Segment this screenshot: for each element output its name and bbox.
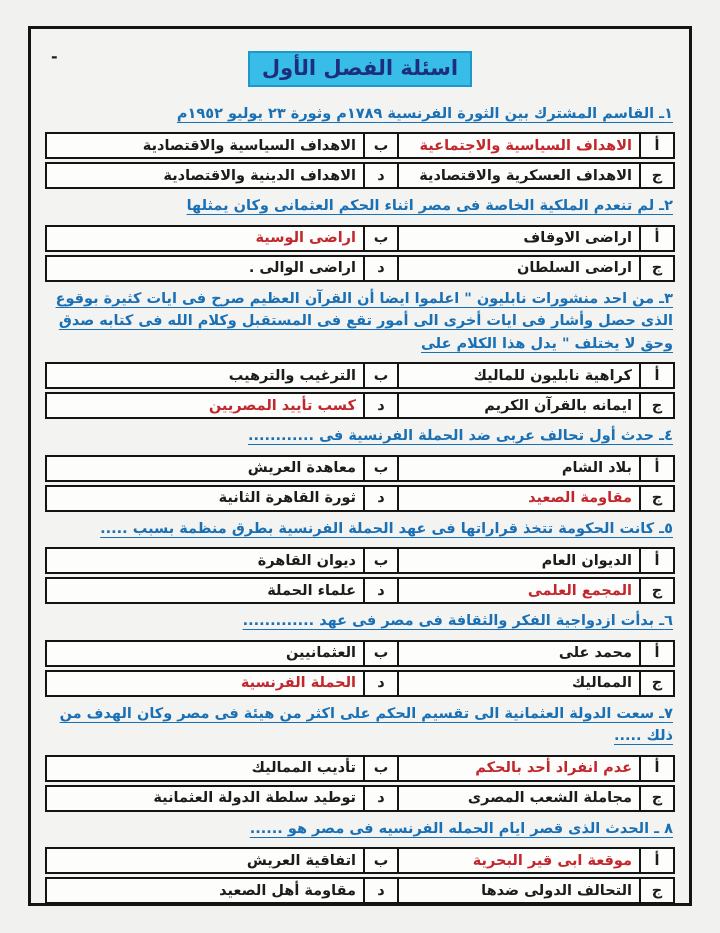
option-text: اتفاقية العريش	[246, 852, 356, 869]
options-table	[45, 847, 675, 904]
options-table	[45, 225, 675, 282]
question-text: ٨ ـ الحدث الذى قصر ايام الحمله الفرنسيه فى مصر هو ......	[249, 820, 673, 837]
option-letter: ب	[363, 457, 397, 480]
option-text: عدم انفراد أحد بالحكم	[397, 757, 639, 780]
option-text: معاهدة العريش	[247, 460, 356, 477]
option-row	[45, 485, 675, 512]
question-text: ٥ـ كانت الحكومة تتخذ قراراتها فى عهد الحملة الفرنسية بطرق منظمة بسبب .....	[100, 520, 673, 537]
option-letter: ج	[639, 164, 673, 187]
question-block-7	[45, 703, 675, 812]
option-letter: د	[363, 394, 397, 417]
option-text: محمد على	[397, 642, 639, 665]
question-block-3	[45, 288, 675, 419]
option-text: اراضى الاوقاف	[397, 227, 639, 250]
option-text: ثورة القاهرة الثانية	[218, 490, 356, 507]
option-text: ايمانه بالقرآن الكريم	[397, 394, 639, 417]
option-text: ديوان القاهرة	[257, 552, 356, 569]
option-row	[45, 547, 675, 574]
option-text: الاهداف السياسية والاجتماعية	[397, 134, 639, 157]
option-letter: أ	[639, 849, 673, 872]
option-letter: د	[363, 672, 397, 695]
option-text: توطيد سلطة الدولة العثمانية	[153, 790, 356, 807]
question-text: ١ـ القاسم المشترك بين الثورة الفرنسية ١٧٨٩م وثورة ٢٣ يوليو ١٩٥٢م	[176, 106, 673, 122]
question-block-4	[45, 425, 675, 511]
option-row	[45, 670, 675, 697]
option-letter: ب	[363, 227, 397, 250]
option-letter: د	[363, 787, 397, 810]
option-letter: أ	[639, 227, 673, 250]
option-text: مقاومة أهل الصعيد	[219, 882, 356, 899]
option-letter: ج	[639, 257, 673, 280]
option-text: الحملة الفرنسية	[240, 675, 356, 692]
option-text: الترغيب والترهيب	[228, 367, 356, 384]
option-text: الديوان العام	[397, 549, 639, 572]
question-text: ٣ـ من احد منشورات نابليون " اعلموا ايضا أن القرآن العظيم صرح فى ايات كثيرة بوقوع الذى حصل وأشار فى ايات أخرى الى أمور تقع فى المستقبل وكلام الله فى كتابه صدق وحق لا يختلف " يدل هذا الكلام على	[55, 290, 673, 352]
option-row	[45, 455, 675, 482]
options-table	[45, 640, 675, 697]
question-text: ٦ـ بدأت ازدواجية الفكر والثقافة فى مصر فى عهد .............	[242, 613, 673, 630]
option-letter: د	[363, 879, 397, 902]
page-frame	[28, 26, 692, 906]
option-row	[45, 392, 675, 419]
option-row	[45, 847, 675, 874]
option-row	[45, 162, 675, 189]
option-letter: ب	[363, 134, 397, 157]
option-row	[45, 362, 675, 389]
question-text: ٧ـ سعت الدولة العثمانية الى تقسيم الحكم على اكثر من هيئة فى مصر وكان الهدف من ذلك .....	[59, 705, 673, 745]
options-table	[45, 362, 675, 419]
option-letter: ج	[639, 672, 673, 695]
option-text: المجمع العلمى	[397, 579, 639, 602]
options-table	[45, 755, 675, 812]
option-row	[45, 255, 675, 282]
option-letter: ب	[363, 549, 397, 572]
option-text: العثمانيين	[285, 645, 356, 662]
option-letter: ج	[639, 579, 673, 602]
option-letter: د	[363, 487, 397, 510]
option-letter: أ	[639, 457, 673, 480]
option-text: اراضى السلطان	[397, 257, 639, 280]
option-row	[45, 577, 675, 604]
option-row	[45, 877, 675, 904]
question-block-5	[45, 518, 675, 604]
option-letter: أ	[639, 757, 673, 780]
question-block-1	[45, 103, 675, 189]
option-letter: أ	[639, 364, 673, 387]
question-block-6	[45, 610, 675, 696]
corner-dash-mark: -	[51, 47, 58, 66]
option-row	[45, 755, 675, 782]
option-text: كراهية نابليون للماليك	[397, 364, 639, 387]
option-text: مقاومة الصعيد	[397, 487, 639, 510]
option-row	[45, 225, 675, 252]
option-text: التحالف الدولى ضدها	[397, 879, 639, 902]
option-row	[45, 132, 675, 159]
option-text: تأديب المماليك	[251, 760, 356, 777]
page-title: اسئلة الفصل الأول	[248, 51, 472, 87]
question-block-8	[45, 818, 675, 904]
option-letter: أ	[639, 134, 673, 157]
option-row	[45, 640, 675, 667]
option-text: موقعة ابى قير البحرية	[397, 849, 639, 872]
option-text: اراضى الوالى .	[248, 260, 356, 277]
option-letter: د	[363, 164, 397, 187]
question-text: ٢ـ لم تنعدم الملكية الخاصة فى مصر اثناء الحكم العثمانى وكان يمثلها	[186, 198, 673, 215]
option-letter: د	[363, 579, 397, 602]
question-text: ٤ـ حدث أول تحالف عربى ضد الحملة الفرنسية فى ............	[247, 428, 673, 445]
option-letter: ب	[363, 642, 397, 665]
options-table	[45, 132, 675, 189]
option-text: مجاملة الشعب المصرى	[397, 787, 639, 810]
option-text: كسب تأييد المصريين	[208, 397, 356, 414]
option-letter: أ	[639, 549, 673, 572]
option-text: الاهداف السياسية والاقتصادية	[142, 137, 356, 154]
title-wrap	[45, 51, 675, 87]
option-letter: ب	[363, 849, 397, 872]
option-text: المماليك	[397, 672, 639, 695]
option-letter: ج	[639, 394, 673, 417]
option-letter: ب	[363, 757, 397, 780]
option-letter: ب	[363, 364, 397, 387]
option-text: علماء الحملة	[267, 582, 356, 599]
option-text: بلاد الشام	[397, 457, 639, 480]
option-letter: أ	[639, 642, 673, 665]
option-letter: ج	[639, 487, 673, 510]
option-text: الاهداف الدينية والاقتصادية	[163, 167, 356, 184]
option-text: اراضى الوسية	[255, 230, 356, 247]
option-row	[45, 785, 675, 812]
option-text: الاهداف العسكرية والاقتصادية	[397, 164, 639, 187]
option-letter: ج	[639, 787, 673, 810]
option-letter: د	[363, 257, 397, 280]
question-block-2	[45, 195, 675, 281]
option-letter: ج	[639, 879, 673, 902]
options-table	[45, 547, 675, 604]
options-table	[45, 455, 675, 512]
